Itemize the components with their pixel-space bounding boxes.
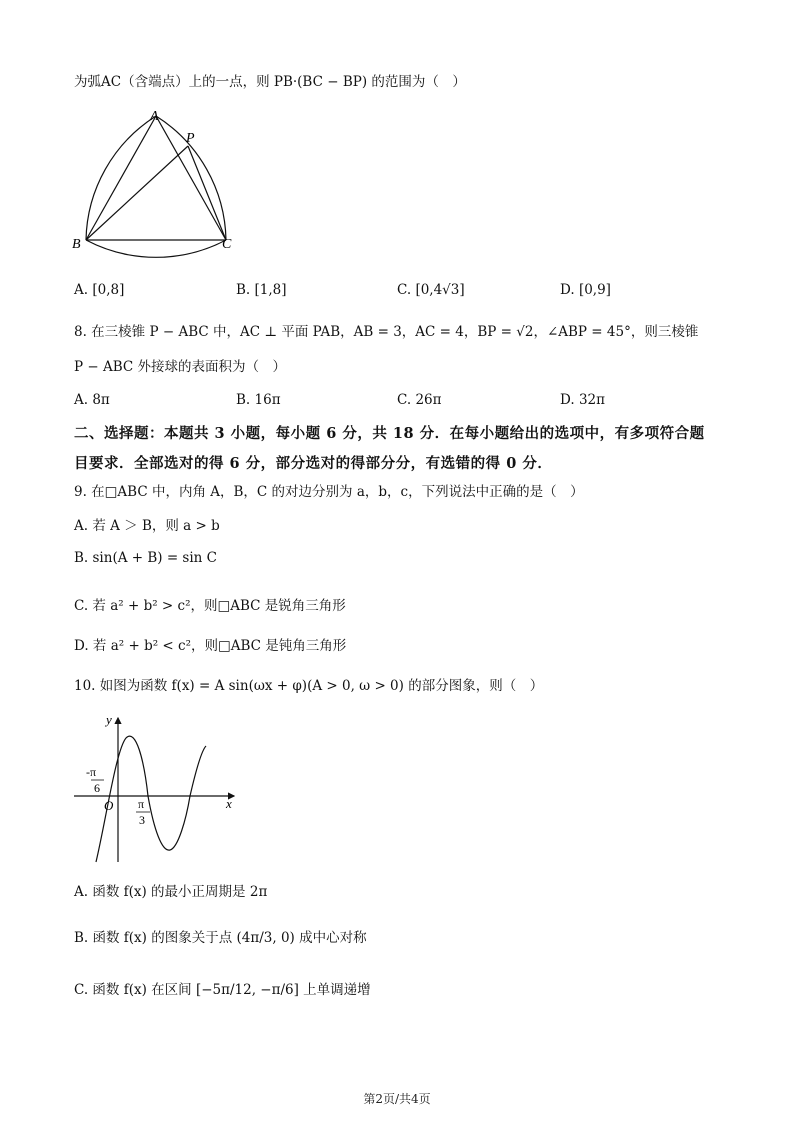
label-p: P [186,131,195,146]
segment-pc [188,146,226,240]
q9-option-d[interactable]: D. 若 a² + b² < c²，则□ABC 是钝角三角形 [74,638,347,654]
q7-option-d[interactable]: D. [0,9] [560,282,611,298]
label-x: x [226,796,232,811]
label-six: 6 [94,781,100,795]
arc-bc [86,240,226,257]
label-three: 3 [139,813,145,827]
label-y: y [106,712,112,727]
label-c: C [222,237,232,252]
option-text: [0,9] [578,282,611,298]
label-neg-pi: -π [86,765,97,779]
q10-option-b[interactable]: B. 函数 f(x) 的图象关于点 (4π/3, 0) 成中心对称 [74,930,367,946]
q9-option-c[interactable]: C. 若 a² + b² > c²，则□ABC 是锐角三角形 [74,598,346,614]
q7-intro: 为弧AC（含端点）上的一点，则 PB·(BC − BP) 的范围为（ ） [74,74,466,90]
section2-heading-line2: 目要求．全部选对的得 6 分，部分选对的得部分分，有选错的得 0 分． [74,455,553,472]
page-footer: 第2页/共4页 [363,1092,431,1106]
q7-option-b[interactable]: B. [1,8] [236,282,287,298]
section2-heading-line1: 二、选择题：本题共 3 小题，每小题 6 分，共 18 分．在每小题给出的选项中，有多项符合题 [74,425,705,442]
q8-stem-line2: P − ABC 外接球的表面积为（ ） [74,359,287,375]
q10-option-a[interactable]: A. 函数 f(x) 的最小正周期是 2π [74,884,268,900]
q7-option-a[interactable]: A. [0,8] [74,282,125,298]
q8-option-c[interactable]: C. 26π [397,392,442,408]
edge-ab [86,116,156,240]
q9-stem: 9. 在□ABC 中，内角 A，B，C 的对边分别为 a，b，c，下列说法中正确的是（ ） [74,484,584,500]
q10-stem: 10. 如图为函数 f(x) = A sin(ωx + φ)(A > 0, ω > 0) 的部分图象，则（ ） [74,678,544,694]
q9-option-a[interactable]: A. 若 A ＞ B，则 a > b [74,518,220,534]
q8-option-d[interactable]: D. 32π [560,392,605,408]
q10-graph [66,710,246,870]
label-b: B [72,237,81,252]
option-text: [0,8] [92,282,125,298]
q7-figure [60,100,260,270]
q8-stem-line1: 8. 在三棱锥 P − ABC 中，AC ⊥ 平面 PAB，AB = 3，AC = 4，BP = √2，∠ABP = 45°，则三棱锥 [74,324,699,340]
q9-option-b[interactable]: B. sin(A + B) = sin C [74,550,217,566]
q8-option-a[interactable]: A. 8π [74,392,110,408]
option-text: [0,4√3] [415,282,465,298]
label-pi: π [138,797,145,811]
q10-option-c[interactable]: C. 函数 f(x) 在区间 [−5π/12, −π/6] 上单调递增 [74,982,371,998]
q8-option-b[interactable]: B. 16π [236,392,281,408]
q7-option-c[interactable]: C. [0,4√3] [397,282,465,298]
option-text: [1,8] [254,282,287,298]
label-a: A [150,109,159,124]
segment-bp [86,146,188,240]
label-origin: O [104,798,114,813]
